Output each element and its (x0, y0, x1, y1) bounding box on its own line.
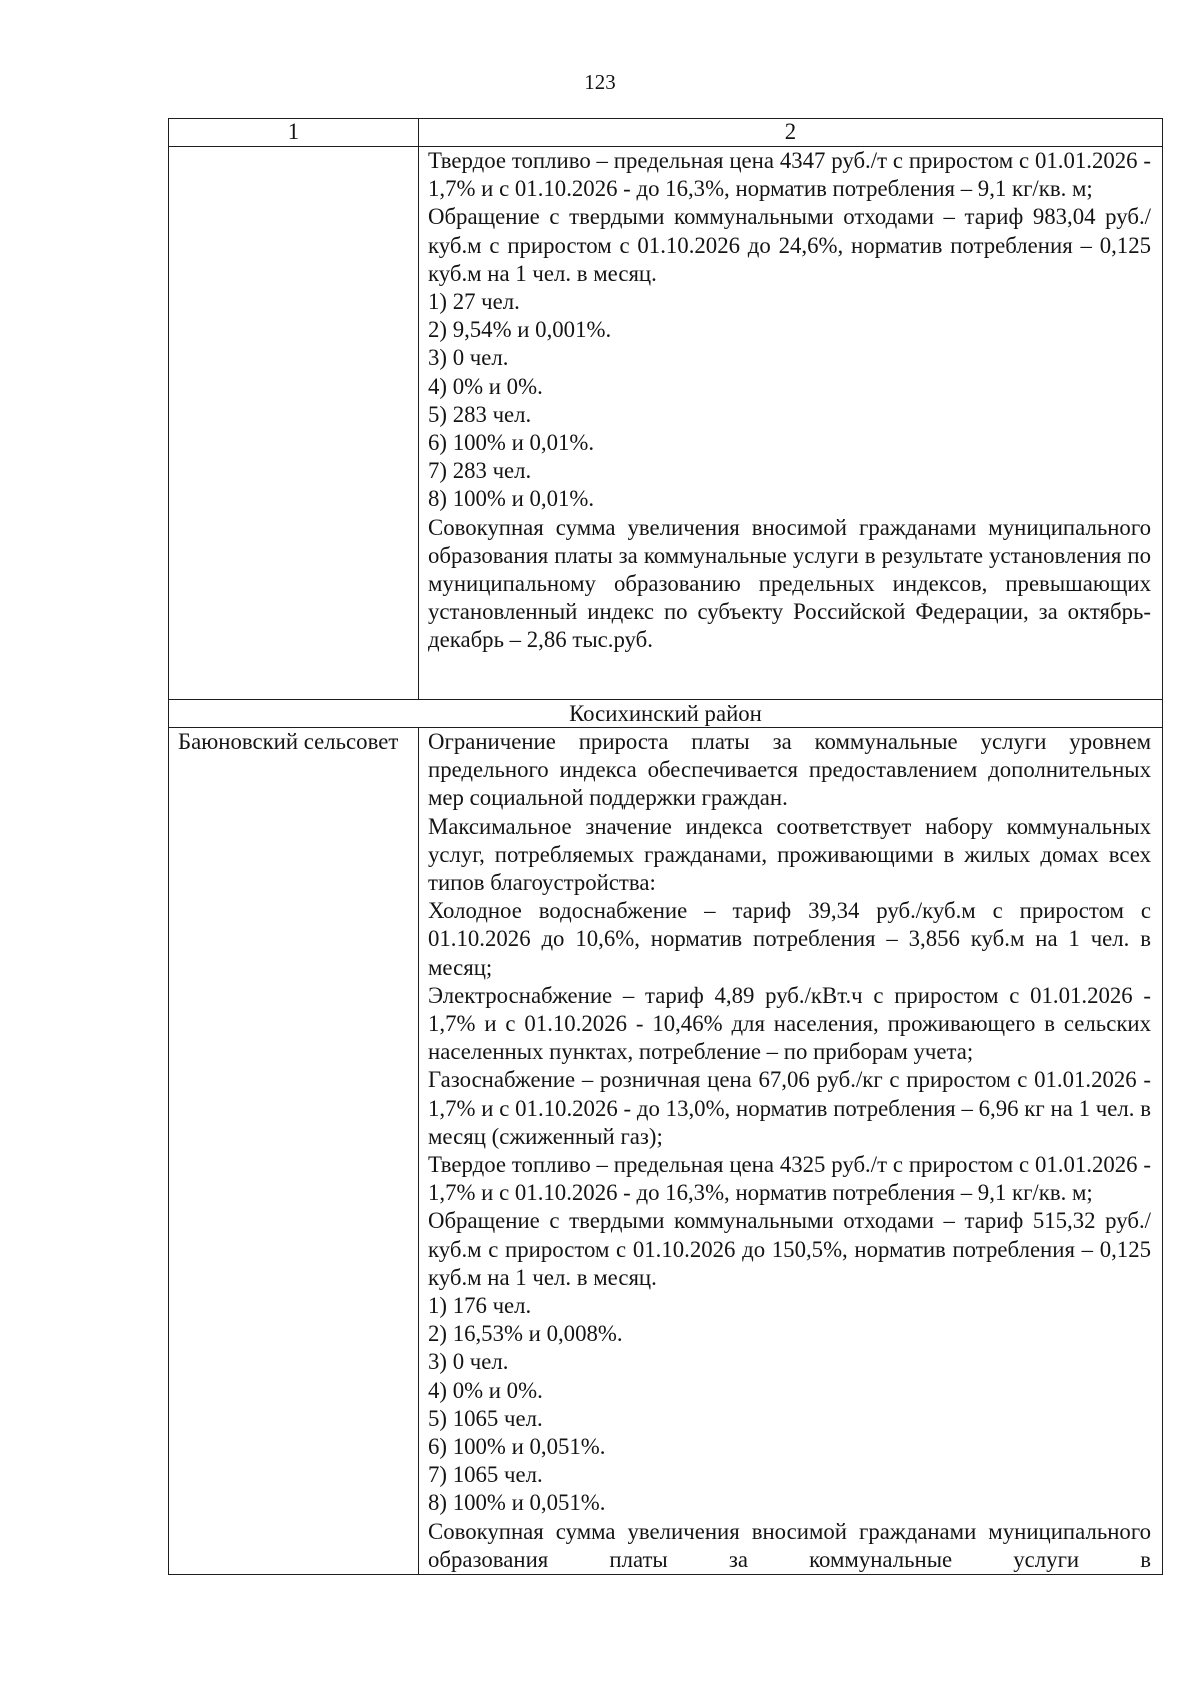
list-item: 3) 0 чел. (428, 345, 509, 371)
list-item: 4) 0% и 0%. (428, 1377, 543, 1403)
list-item: 7) 1065 чел. (428, 1462, 543, 1488)
district-row (169, 700, 1163, 728)
list-item: 4) 0% и 0%. (428, 373, 543, 399)
solid-fuel-paragraph: Твердое топливо – предельная цена 4347 руб./т с приростом с 01.01.2026 - 1,7% и с 01.10.2026 - до 16,3%, норматив потребления – 9,1 кг/кв. м; (428, 148, 1151, 202)
max-index-paragraph: Максимальное значение индекса соответствует набору коммунальных услуг, потребляемых гражданами, проживающими в жилых домах всех типов благоустройства: (428, 813, 1151, 896)
electricity-paragraph: Электроснабжение – тариф 4,89 руб./кВт.ч с приростом с 01.01.2026 - 1,7% и с 01.10.2026 - 10,46% для населения, проживающего в сельских населенных пунктах, потребление – по приборам учета; (428, 982, 1151, 1065)
waste-paragraph: Обращение с твердыми коммунальными отходами – тариф 515,32 руб./куб.м с приростом с 01.10.2026 до 150,5%, норматив потребления – 0,125 куб.м на 1 чел. в месяц. (428, 1208, 1151, 1290)
waste-paragraph: Обращение с твердыми коммунальными отходами – тариф 983,04 руб./куб.м с приростом с 01.10.2026 до 24,6%, норматив потребления – 0,125 куб.м на 1 чел. в месяц. (428, 204, 1151, 286)
list-item: 6) 100% и 0,01%. (428, 430, 595, 456)
municipality-cell: Баюновский сельсовет (169, 728, 419, 1575)
list-item: 1) 27 чел. (428, 289, 520, 315)
total-increase-paragraph: Совокупная сумма увеличения вносимой гражданами муниципального образования платы за коммунальные услуги в результате установления по муниципальному образованию предельных индексов, превышающих установленный индекс по субъекту Российской Федерации, за октябрь-декабрь – 2,86 тыс.руб. (428, 514, 1151, 653)
table-row (169, 728, 1163, 1575)
column-header-2: 2 (419, 119, 1163, 147)
cold-water-paragraph: Холодное водоснабжение – тариф 39,34 руб./куб.м с приростом с 01.10.2026 до 10,6%, норматив потребления – 3,856 куб.м на 1 чел. в месяц; (428, 898, 1151, 980)
list-item: 1) 176 чел. (428, 1293, 532, 1319)
table-row (169, 147, 1163, 700)
list-item: 8) 100% и 0,01%. (428, 486, 595, 512)
conditions-cell (419, 147, 1163, 700)
district-heading: Косихинский район (169, 700, 1163, 728)
list-item: 6) 100% и 0,051%. (428, 1434, 606, 1460)
table-header-row (169, 119, 1163, 147)
total-increase-paragraph: Совокупная сумма увеличения вносимой гражданами муниципального образования платы за коммунальные услуги в (428, 1518, 1151, 1572)
gas-paragraph: Газоснабжение – розничная цена 67,06 руб./кг с приростом с 01.01.2026 - 1,7% и с 01.10.2026 - до 13,0%, норматив потребления – 6,96 кг на 1 чел. в месяц (сжиженный газ); (428, 1067, 1151, 1149)
list-item: 2) 16,53% и 0,008%. (428, 1321, 623, 1347)
page-number: 123 (584, 70, 616, 94)
list-item: 5) 1065 чел. (428, 1405, 543, 1431)
conditions-cell (419, 728, 1163, 1575)
list-item: 3) 0 чел. (428, 1349, 509, 1375)
list-item: 7) 283 чел. (428, 458, 532, 484)
municipality-cell (169, 147, 419, 700)
tariff-table (168, 118, 1163, 1575)
list-item: 2) 9,54% и 0,001%. (428, 317, 612, 343)
limit-paragraph: Ограничение прироста платы за коммунальные услуги уровнем предельного индекса обеспечивается предоставлением дополнительных мер социальной поддержки граждан. (428, 729, 1151, 811)
list-item: 5) 283 чел. (428, 401, 532, 427)
solid-fuel-paragraph: Твердое топливо – предельная цена 4325 руб./т с приростом с 01.01.2026 - 1,7% и с 01.10.2026 - до 16,3%, норматив потребления – 9,1 кг/кв. м; (428, 1152, 1151, 1206)
column-header-1: 1 (169, 119, 419, 147)
list-item: 8) 100% и 0,051%. (428, 1490, 606, 1516)
